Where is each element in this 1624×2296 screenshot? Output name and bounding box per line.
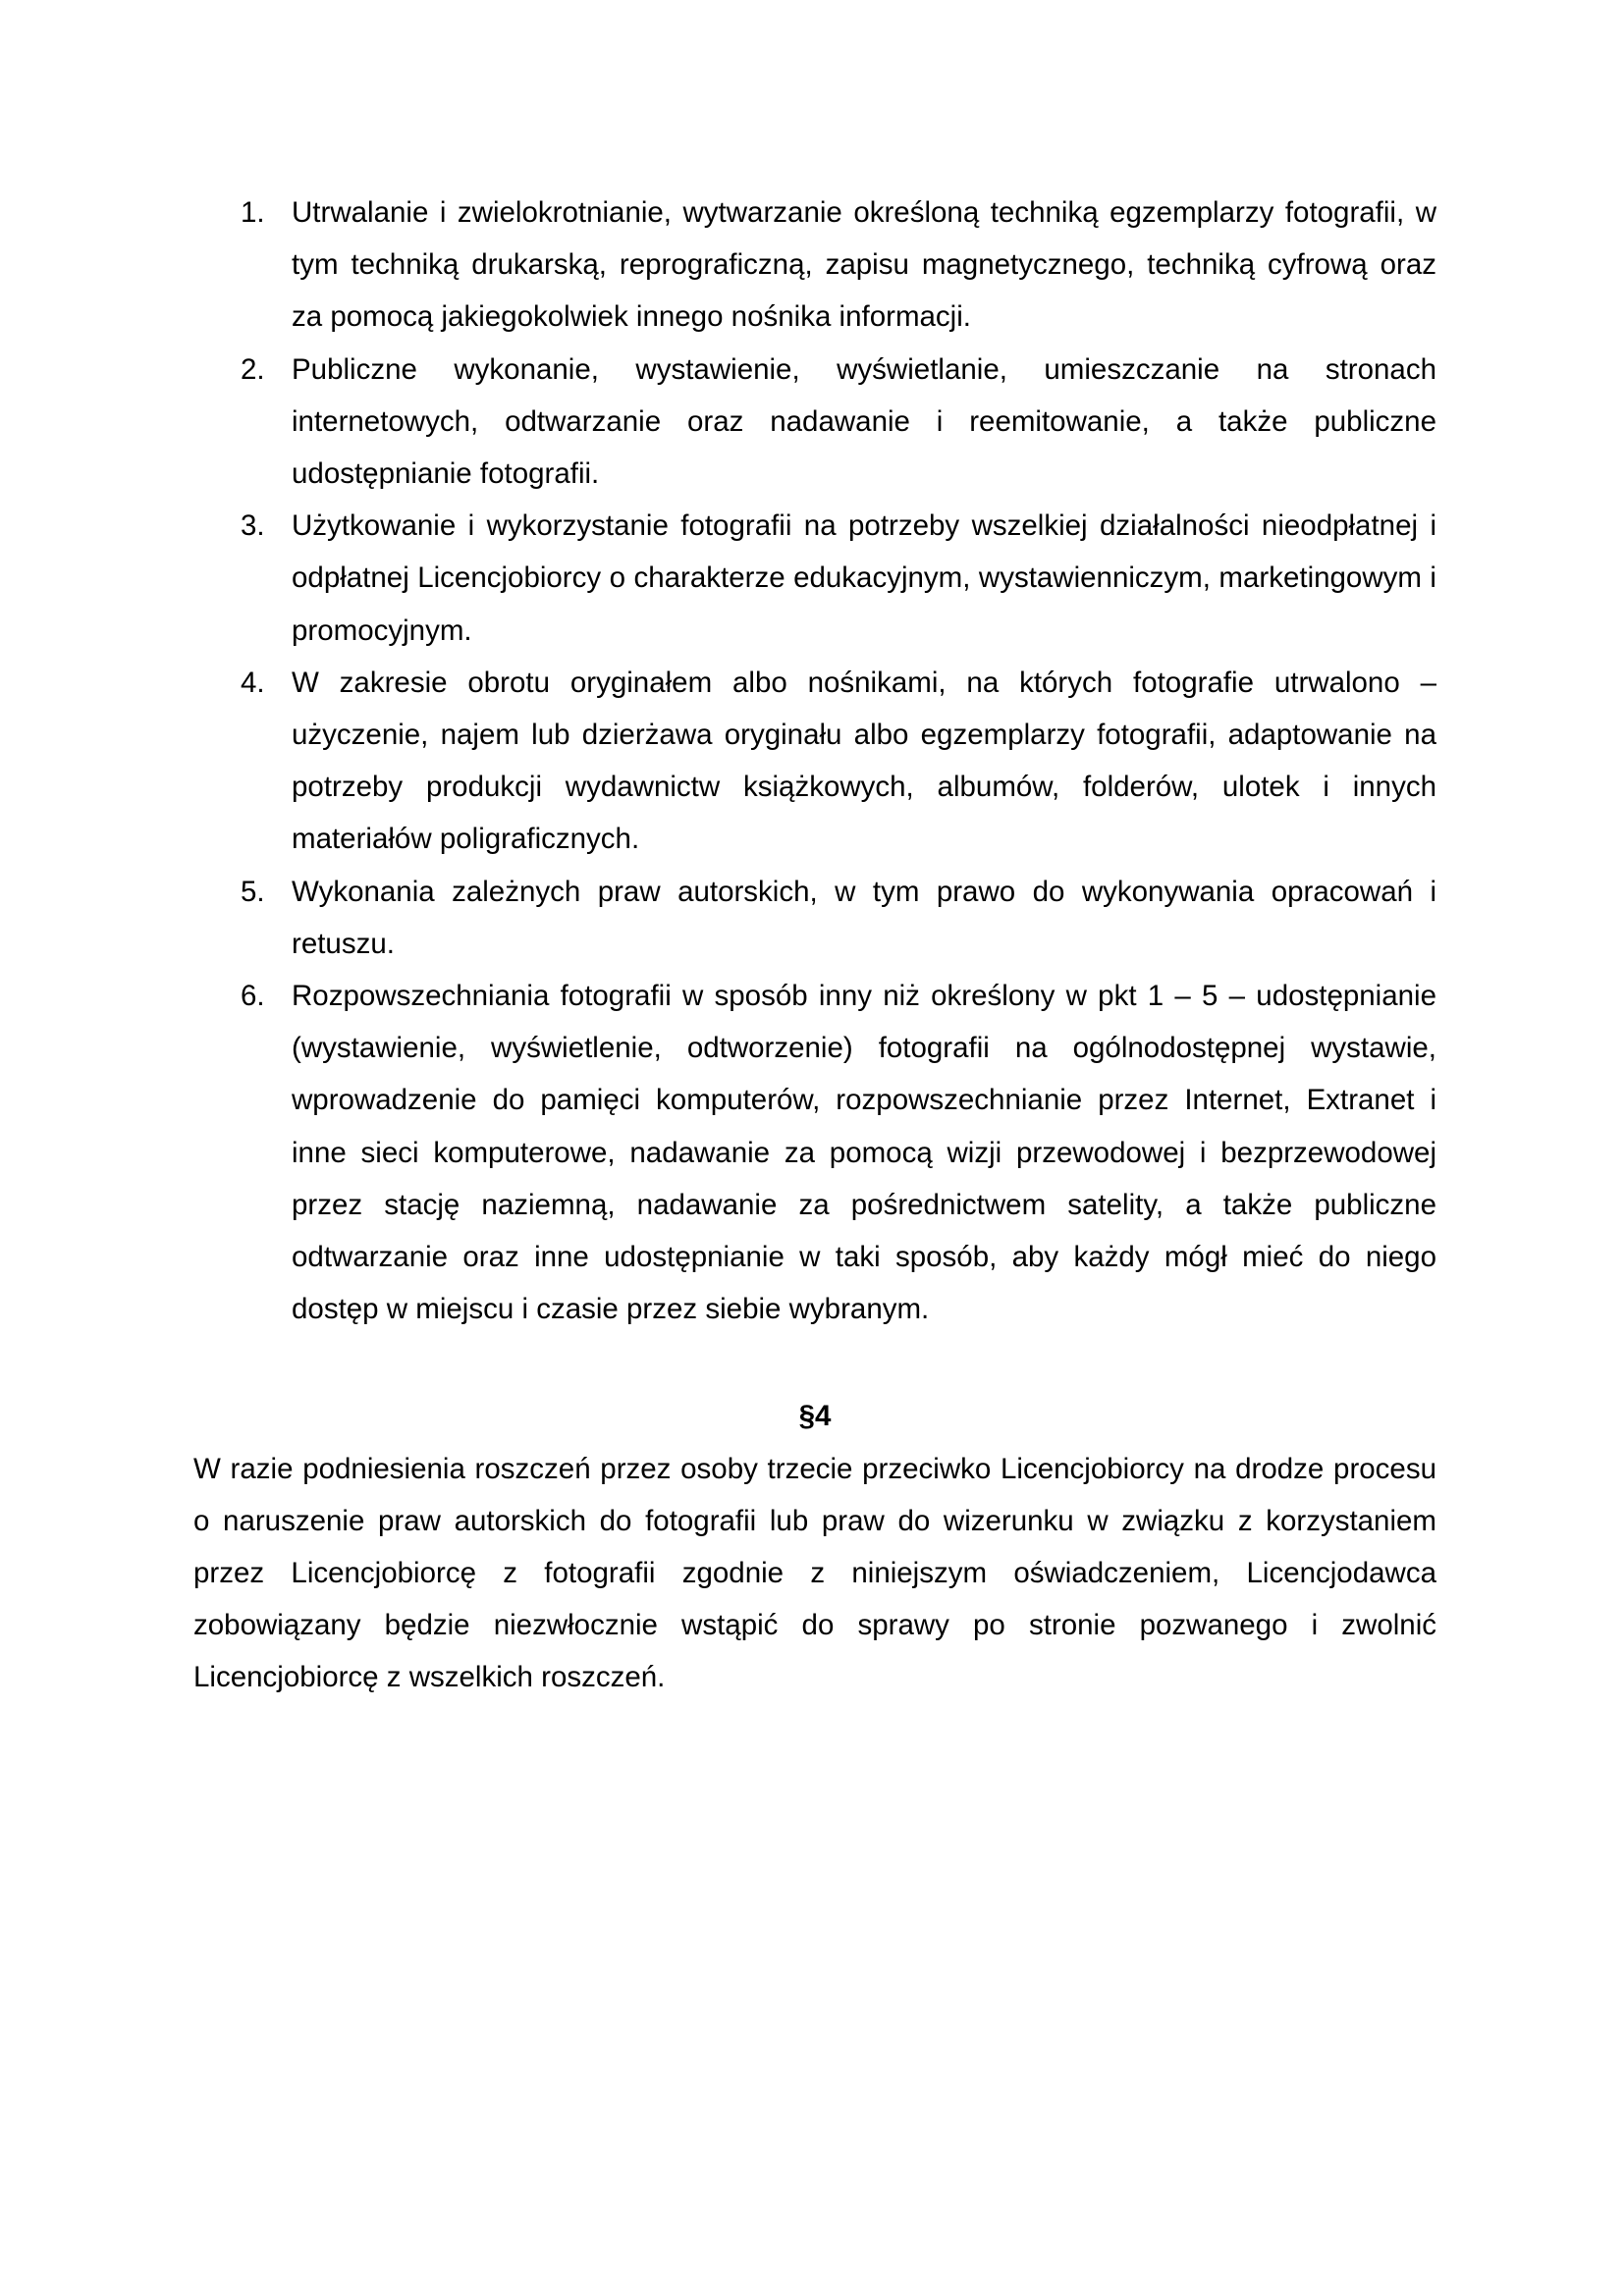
list-item-text: Użytkowanie i wykorzystanie fotografii na potrzeby wszelkiej działalności nieodpłatnej i odpłatnej Licencjobiorcy o charakterze edukacyjnym, wystawienniczym, marketingowym i promocyjnym. (292, 509, 1436, 647)
list-item (193, 970, 1436, 1335)
list-item-number: 6. (241, 980, 265, 1013)
section-heading: §4 (798, 1400, 832, 1433)
list-item-number: 3. (241, 509, 265, 543)
list-item-text: W zakresie obrotu oryginałem albo nośnikami, na których fotografie utrwalono – użyczenie, najem lub dzierżawa oryginału albo egzemplarzy fotografii, adaptowanie na potrzeby produkcji wydawnictw książkowych, albumów, folderów, ulotek i innych materiałów poligraficznych. (292, 666, 1436, 856)
list-item-text: Publiczne wykonanie, wystawienie, wyświetlanie, umieszczanie na stronach internetowych, odtwarzanie oraz nadawanie i reemitowanie, a także publiczne udostępnianie fotografii. (292, 352, 1436, 491)
rights-list (193, 187, 1436, 1335)
list-item-text: Rozpowszechniania fotografii w sposób inny niż określony w pkt 1 – 5 – udostępnianie (wystawienie, wyświetlenie, odtworzenie) fotografii na ogólnodostępnej wystawie, wprowadzenie do pamięci komputerów, rozpowszechnianie przez Internet, Extranet i inne sieci komputerowe, nadawanie za pomocą wizji przewodowej i bezprzewodowej przez stację naziemną, nadawanie za pośrednictwem satelity, a także publiczne odtwarzanie oraz inne udostępnianie w taki sposób, aby każdy mógł mieć do niego dostęp w miejscu i czasie przez siebie wybranym. (292, 980, 1436, 1326)
list-item (193, 657, 1436, 866)
section-paragraph: W razie podniesienia roszczeń przez osoby trzecie przeciwko Licencjobiorcy na drodze procesu o naruszenie praw autorskich do fotografii lub praw do wizerunku w związku z korzystaniem przez Licencjobiorcę z fotografii zgodnie z niniejszym oświadczeniem, Licencjodawca zobowiązany będzie niezwłocznie wstąpić do sprawy po stronie pozwanego i zwolnić Licencjobiorcę z wszelkich roszczeń. (193, 1452, 1436, 1694)
list-item (193, 187, 1436, 344)
list-item-text: Utrwalanie i zwielokrotnianie, wytwarzanie określoną techniką egzemplarzy fotografii, w tym techniką drukarską, reprograficzną, zapisu magnetycznego, techniką cyfrową oraz za pomocą jakiegokolwiek innego nośnika informacji. (292, 196, 1436, 334)
list-item (193, 344, 1436, 501)
list-item-number: 5. (241, 875, 265, 908)
list-item-text: Wykonania zależnych praw autorskich, w tym prawo do wykonywania opracowań i retuszu. (292, 875, 1436, 960)
list-item-number: 4. (241, 666, 265, 699)
page-content (193, 187, 1436, 1704)
list-item (193, 866, 1436, 970)
list-item (193, 500, 1436, 657)
list-item-number: 2. (241, 352, 265, 386)
list-item-number: 1. (241, 196, 265, 229)
